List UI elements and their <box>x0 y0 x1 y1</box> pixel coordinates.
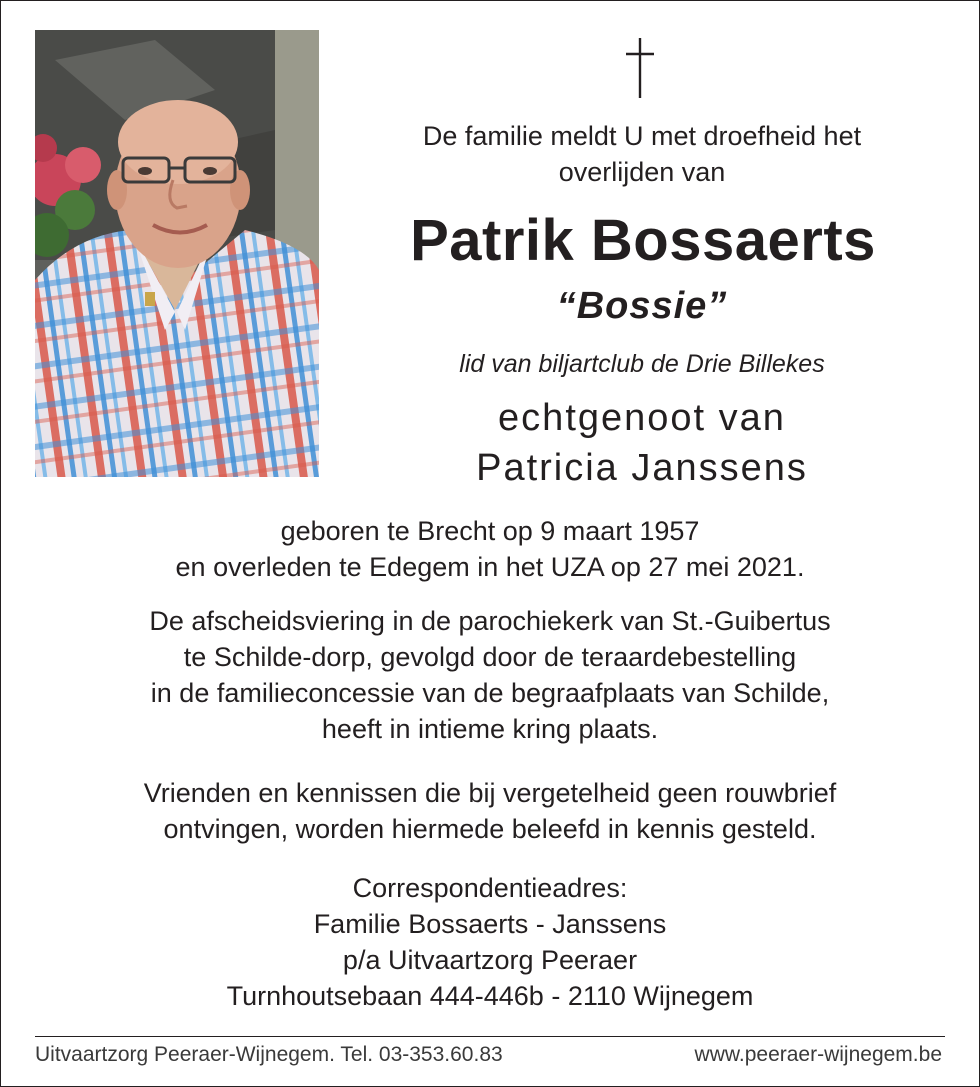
service-paragraph <box>0 603 980 747</box>
footer-contact: Uitvaartzorg Peeraer-Wijnegem. Tel. 03-353.60.83 <box>35 1043 503 1066</box>
correspondence-line: Turnhoutsebaan 444-446b - 2110 Wijnegem <box>226 981 754 1011</box>
friends-line: Vrienden en kennissen die bij vergetelheid geen rouwbrief <box>143 778 837 808</box>
spouse-name: Patricia Janssens <box>476 447 808 489</box>
friends-line: ontvingen, worden hiermede beleefd in kennis gesteld. <box>163 814 817 844</box>
deceased-name: Patrik Bossaerts <box>410 208 876 273</box>
portrait-photo <box>35 30 319 477</box>
spouse-text <box>338 393 946 493</box>
service-line: in de familieconcessie van de begraafplaats van Schilde, <box>150 678 830 708</box>
service-line: De afscheidsviering in de parochiekerk van St.-Guibertus <box>149 606 831 636</box>
correspondence-address <box>0 870 980 1014</box>
cross-icon <box>622 36 658 100</box>
club-membership: lid van biljartclub de Drie Billekes <box>459 350 825 378</box>
intro-text <box>338 118 946 190</box>
footer-divider <box>35 1036 945 1037</box>
friends-paragraph <box>0 775 980 847</box>
birth-death-dates <box>0 513 980 585</box>
intro-line: overlijden van <box>558 157 726 187</box>
correspondence-heading: Correspondentieadres: <box>352 873 628 903</box>
service-line: te Schilde-dorp, gevolgd door de teraardebestelling <box>183 642 797 672</box>
footer-website: www.peeraer-wijnegem.be <box>694 1043 942 1066</box>
spouse-line: echtgenoot van <box>498 397 786 439</box>
service-line: heeft in intieme kring plaats. <box>321 714 659 744</box>
correspondence-line: p/a Uitvaartzorg Peeraer <box>342 945 638 975</box>
nickname: “Bossie” <box>556 285 728 327</box>
dates-line: en overleden te Edegem in het UZA op 27 mei 2021. <box>175 552 805 582</box>
intro-line: De familie meldt U met droefheid het <box>422 121 862 151</box>
dates-line: geboren te Brecht op 9 maart 1957 <box>280 516 700 546</box>
correspondence-line: Familie Bossaerts - Janssens <box>313 909 667 939</box>
